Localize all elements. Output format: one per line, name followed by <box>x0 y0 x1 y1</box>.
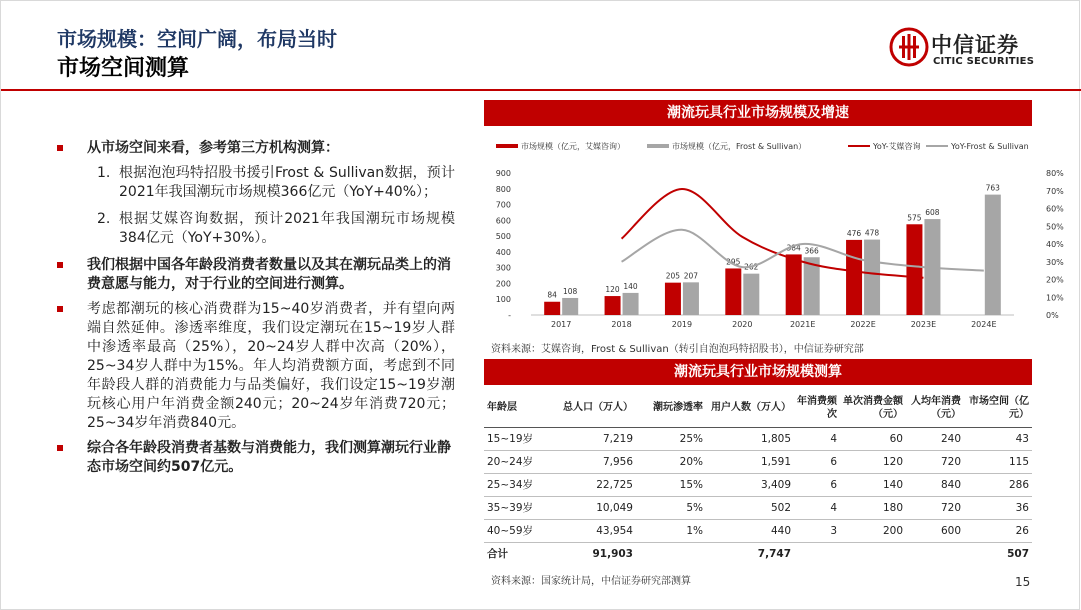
bar <box>544 302 560 315</box>
bar <box>665 283 681 315</box>
table-cell: 3,409 <box>706 473 794 496</box>
bar-value-label: 262 <box>744 262 759 272</box>
x-tick-label: 2024E <box>971 320 997 329</box>
table-cell: 4 <box>794 427 840 450</box>
x-tick-label: 2020 <box>732 320 753 329</box>
legend-label: 市场规模（亿元，Frost & Sullivan） <box>672 142 807 151</box>
table-source-note: 资料来源：国家统计局，中信证券研究部测算 <box>491 576 691 587</box>
y-tick-label-right: 30% <box>1046 257 1064 267</box>
y-tick-label-right: 50% <box>1046 222 1064 232</box>
y-tick-label-left: 700 <box>495 200 511 210</box>
table-cell: 140 <box>840 473 906 496</box>
table-row <box>484 473 1032 496</box>
table-cell: 440 <box>706 519 794 542</box>
table-cell: 26 <box>964 519 1032 542</box>
table-cell: 200 <box>840 519 906 542</box>
bar-value-label: 84 <box>547 290 557 300</box>
table-cell: 20% <box>636 450 706 473</box>
table-cell: 22,725 <box>554 473 636 496</box>
table-cell: 3 <box>794 519 840 542</box>
table-cell: 5% <box>636 496 706 519</box>
x-tick-label: 2021E <box>789 320 816 329</box>
bar-value-label: 476 <box>846 228 862 238</box>
table-cell: 43,954 <box>554 519 636 542</box>
page-title: 市场空间测算 <box>57 56 190 81</box>
table-row <box>484 496 1032 519</box>
table-total-row <box>484 542 1032 565</box>
table-cell <box>794 542 840 565</box>
y-tick-label-right: 20% <box>1046 275 1064 285</box>
bar-value-label: 207 <box>683 271 699 281</box>
y-tick-label-right: 0% <box>1046 311 1059 320</box>
bullet-square-icon <box>57 262 63 268</box>
th-population: 总人口（万人） <box>554 389 636 427</box>
market-size-table <box>484 389 1032 565</box>
bar-value-label: 205 <box>665 271 681 281</box>
page-number: 15 <box>1015 575 1031 589</box>
legend-label: 市场规模（亿元，艾媒咨询） <box>521 142 625 151</box>
y-tick-label-left: 900 <box>495 169 511 178</box>
table-cell: 40~59岁 <box>484 519 554 542</box>
x-tick-label: 2022E <box>850 320 876 329</box>
table-cell: 1% <box>636 519 706 542</box>
table-cell: 502 <box>706 496 794 519</box>
bullet-conclusion: 综合各年龄段消费者基数与消费能力，我们测算潮玩行业静态市场空间约507亿元。 <box>57 439 455 477</box>
table-cell: 15% <box>636 473 706 496</box>
table-cell: 115 <box>964 450 1032 473</box>
table-cell: 4 <box>794 496 840 519</box>
table-cell: 6 <box>794 450 840 473</box>
table-row <box>484 450 1032 473</box>
bar-value-label: 108 <box>563 286 578 296</box>
table-cell: 120 <box>840 450 906 473</box>
table-cell: 35~39岁 <box>484 496 554 519</box>
legend-label: YoY-Frost & Sullivan <box>951 142 1029 151</box>
table-cell: 43 <box>964 427 1032 450</box>
bar-value-label: 140 <box>623 281 638 291</box>
bar-value-label: 384 <box>786 243 801 253</box>
legend-label: YoY-艾媒咨询 <box>873 142 921 151</box>
table-cell: 7,219 <box>554 427 636 450</box>
table-cell: 60 <box>840 427 906 450</box>
bar-value-label: 608 <box>925 208 940 218</box>
table-row <box>484 519 1032 542</box>
bullet-market-reference: 从市场空间来看，参考第三方机构测算： <box>57 139 455 158</box>
y-tick-label-right: 10% <box>1046 293 1064 303</box>
table-cell: 1,805 <box>706 427 794 450</box>
bar-value-label: 366 <box>804 246 819 256</box>
th-age-group: 年龄层 <box>484 389 554 427</box>
bullet-square-icon <box>57 306 63 312</box>
table-cell: 600 <box>906 519 964 542</box>
th-frequency: 年消费频次 <box>794 389 840 427</box>
bar <box>743 274 759 315</box>
bar-value-label: 120 <box>605 285 620 295</box>
bar <box>605 296 621 315</box>
table-cell: 507 <box>1007 547 1029 560</box>
bar <box>683 282 699 315</box>
table-cell: 240 <box>906 427 964 450</box>
bar <box>985 195 1001 315</box>
bar <box>562 298 578 315</box>
y-tick-label-right: 40% <box>1046 240 1064 249</box>
table-cell: 36 <box>964 496 1032 519</box>
chart-source-note: 资料来源：艾媒咨询，Frost & Sullivan（转引自泡泡玛特招股书），中信证券研究部 <box>491 344 864 355</box>
table-cell: 合计 <box>487 548 508 561</box>
table-cell: 840 <box>906 473 964 496</box>
table-cell: 286 <box>964 473 1032 496</box>
logo-name-cn: 中信证券 <box>931 33 1019 57</box>
citic-emblem-icon <box>889 27 929 67</box>
bar-value-label: 295 <box>726 257 741 267</box>
page-subtitle: 市场规模：空间广阔，布局当时 <box>57 27 337 51</box>
chart-title: 潮流玩具行业市场规模及增速 <box>484 100 1032 126</box>
sub-item-frost: 1. 根据泡泡玛特招股书援引Frost & Sullivan数据，预计2021年我国潮玩市场规模366亿元（YoY+40%）； <box>97 165 455 200</box>
table-cell: 1,591 <box>706 450 794 473</box>
table-cell: 7,747 <box>757 547 791 560</box>
bar-value-label: 575 <box>907 213 922 223</box>
y-tick-label-left: 600 <box>495 216 511 226</box>
bullet-square-icon <box>57 445 63 451</box>
bar-value-label: 763 <box>985 183 1000 193</box>
y-tick-label-right: 70% <box>1046 186 1064 196</box>
table-cell: 720 <box>906 496 964 519</box>
table-header-row <box>484 389 1032 427</box>
th-penetration: 潮玩渗透率 <box>636 389 706 427</box>
table-cell: 7,956 <box>554 450 636 473</box>
bar <box>864 240 880 315</box>
x-tick-label: 2017 <box>551 320 572 329</box>
table-cell: 10,049 <box>554 496 636 519</box>
table-cell: 15~19岁 <box>484 427 554 450</box>
y-tick-label-left: 400 <box>495 247 511 257</box>
table-cell: 6 <box>794 473 840 496</box>
bar <box>786 254 802 315</box>
table-cell: 20~24岁 <box>484 450 554 473</box>
bar <box>623 293 639 315</box>
th-users: 用户人数（万人） <box>706 389 794 427</box>
table-cell <box>636 542 706 565</box>
bar <box>846 240 862 315</box>
table-cell <box>906 542 964 565</box>
bullet-methodology: 我们根据中国各年龄段消费者数量以及其在潮玩品类上的消费意愿与能力，对于行业的空间进行测算。 <box>57 256 455 294</box>
table-cell: 180 <box>840 496 906 519</box>
x-tick-label: 2018 <box>611 320 632 329</box>
table-cell: 25% <box>636 427 706 450</box>
table-cell: 25~34岁 <box>484 473 554 496</box>
table-title: 潮流玩具行业市场规模测算 <box>484 359 1032 385</box>
bar <box>906 224 922 315</box>
table-cell: 720 <box>906 450 964 473</box>
table-cell: 91,903 <box>592 547 633 560</box>
th-market-space: 市场空间（亿元） <box>964 389 1032 427</box>
bullet-assumptions: 考虑都潮玩的核心消费群为15~40岁消费者，并有望向两端自然延伸。渗透率维度，我们设定潮玩在15~19岁人群中渗透率最高（25%），20~24岁人群中次高（20%），25~34岁人群中为15%。年人均消费额方面，考虑到不同年龄段人群的消费能力与品类偏好，我们设定15~19岁潮玩核心用户年消费金额240元；20~24岁年消费720元；25~34岁年消费840元。 <box>57 300 455 433</box>
y-tick-label-left: - <box>508 311 511 320</box>
th-annual-spend: 人均年消费（元） <box>906 389 964 427</box>
citic-logo <box>889 27 1049 71</box>
y-tick-label-right: 80% <box>1046 169 1064 178</box>
bar <box>725 268 741 315</box>
table-row <box>484 427 1032 450</box>
header-divider <box>1 89 1081 91</box>
y-tick-label-left: 300 <box>495 263 511 273</box>
y-tick-label-left: 800 <box>495 184 511 194</box>
sub-item-iimedia: 2. 根据艾媒咨询数据，预计2021年我国潮玩市场规模384亿元（YoY+30%）。 <box>97 211 455 246</box>
y-tick-label-right: 60% <box>1046 204 1064 214</box>
x-tick-label: 2019 <box>671 320 693 329</box>
bullet-square-icon <box>57 145 63 151</box>
y-tick-label-left: 100 <box>495 295 511 305</box>
y-tick-label-left: 500 <box>495 232 511 242</box>
bar-value-label: 478 <box>864 228 880 238</box>
x-tick-label: 2023E <box>910 320 937 329</box>
left-text-column <box>57 139 455 483</box>
y-tick-label-left: 200 <box>495 279 511 289</box>
table-cell <box>840 542 906 565</box>
market-size-chart <box>484 131 1064 331</box>
logo-name-en: CITIC SECURITIES <box>933 56 1035 67</box>
th-spend-per-visit: 单次消费金额（元） <box>840 389 906 427</box>
